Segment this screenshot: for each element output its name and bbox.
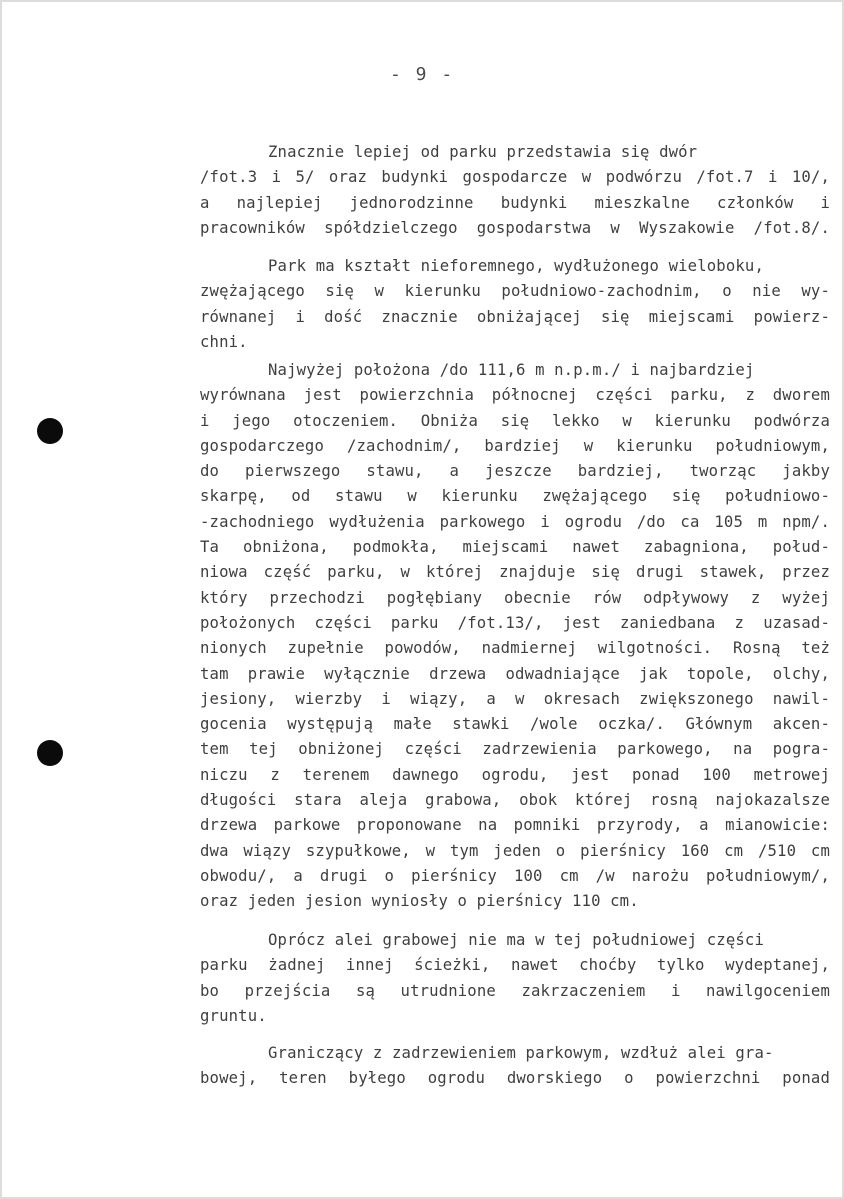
text-line: Oprócz alei grabowej nie ma w tej południowej części (268, 931, 764, 949)
text-line: tam prawie wyłącznie drzewa odwadniające jak topole, olchy, (200, 664, 830, 683)
text-line: obwodu/, a drugi o pierśnicy 100 cm /w narożu południowym/, (200, 866, 830, 885)
text-line: Znacznie lepiej od parku przedstawia się dwór (268, 143, 698, 161)
text-line: -zachodniego wydłużenia parkowego i ogrodu /do ca 105 m npm/. (200, 512, 830, 531)
text-line: gocenia występują małe stawki /wole oczka/. Głównym akcen- (200, 715, 830, 734)
text-line: pracowników spółdzielczego gospodarstwa w Wyszakowie /fot.8/. (200, 218, 830, 237)
paragraph-5 (200, 1041, 830, 1092)
text-line: jesiony, wierzby i wiązy, a w okresach zwiększonego nawil- (200, 689, 830, 708)
text-line: do pierwszego stawu, a jeszcze bardziej, tworząc jakby (200, 462, 830, 481)
text-line: Park ma kształt nieforemnego, wydłużonego wieloboku, (268, 257, 764, 275)
text-line: niczu z terenem dawnego ogrodu, jest ponad 100 metrowej (200, 765, 830, 784)
text-line: położonych części parku /fot.13/, jest zaniedbana z uzasad- (200, 613, 830, 632)
text-line: równanej i dość znacznie obniżającej się miejscami powierz- (200, 307, 830, 326)
page-number: - 9 - (390, 64, 455, 85)
text-line: tem tej obniżonej części zadrzewienia parkowego, na pogra- (200, 740, 830, 759)
text-line: dwa wiązy szypułkowe, w tym jeden o pierśnicy 160 cm /510 cm (200, 841, 830, 860)
paragraph-2 (200, 254, 830, 355)
paragraph-1 (200, 140, 830, 241)
text-line: oraz jeden jesion wyniosły o pierśnicy 110 cm. (200, 892, 639, 911)
text-line: a najlepiej jednorodzinne budynki mieszkalne członków i (200, 193, 830, 212)
text-line: Graniczący z zadrzewieniem parkowym, wzdłuż alei gra- (268, 1044, 774, 1062)
punch-hole-top (37, 418, 63, 444)
text-line: drzewa parkowe proponowane na pomniki przyrody, a mianowicie: (200, 816, 830, 835)
text-line: chni. (200, 332, 248, 351)
text-line: bowej, teren byłego ogrodu dworskiego o powierzchni ponad (200, 1069, 830, 1088)
text-line: parku żadnej innej ścieżki, nawet choćby tylko wydeptanej, (200, 956, 830, 975)
text-line: wyrównana jest powierzchnia północnej części parku, z dworem (200, 386, 830, 405)
text-line: bo przejścia są utrudnione zakrzaczeniem i nawilgoceniem (200, 981, 830, 1000)
text-line: który przechodzi pogłębiany obecnie rów odpływowy z wyżej (200, 588, 830, 607)
text-line: gospodarczego /zachodnim/, bardziej w kierunku południowym, (200, 436, 830, 455)
paragraph-4 (200, 928, 830, 1029)
text-line: zwężającego się w kierunku południowo-zachodnim, o nie wy- (200, 282, 830, 301)
text-line: Najwyżej położona /do 111,6 m n.p.m./ i najbardziej (268, 361, 755, 379)
text-line: niowa część parku, w której znajduje się drugi stawek, przez (200, 563, 830, 582)
text-line: Ta obniżona, podmokła, miejscami nawet zabagniona, połud- (200, 538, 830, 557)
text-line: nionych zupełnie powodów, nadmiernej wilgotności. Rosną też (200, 639, 830, 658)
paragraph-3 (200, 358, 830, 915)
text-line: gruntu. (200, 1006, 267, 1025)
punch-hole-bottom (37, 740, 63, 766)
text-line: /fot.3 i 5/ oraz budynki gospodarcze w podwórzu /fot.7 i 10/, (200, 168, 830, 187)
text-line: długości stara aleja grabowa, obok której rosną najokazalsze (200, 791, 830, 810)
text-line: skarpę, od stawu w kierunku zwężającego się południowo- (200, 487, 830, 506)
text-line: i jego otoczeniem. Obniża się lekko w kierunku podwórza (200, 411, 830, 430)
